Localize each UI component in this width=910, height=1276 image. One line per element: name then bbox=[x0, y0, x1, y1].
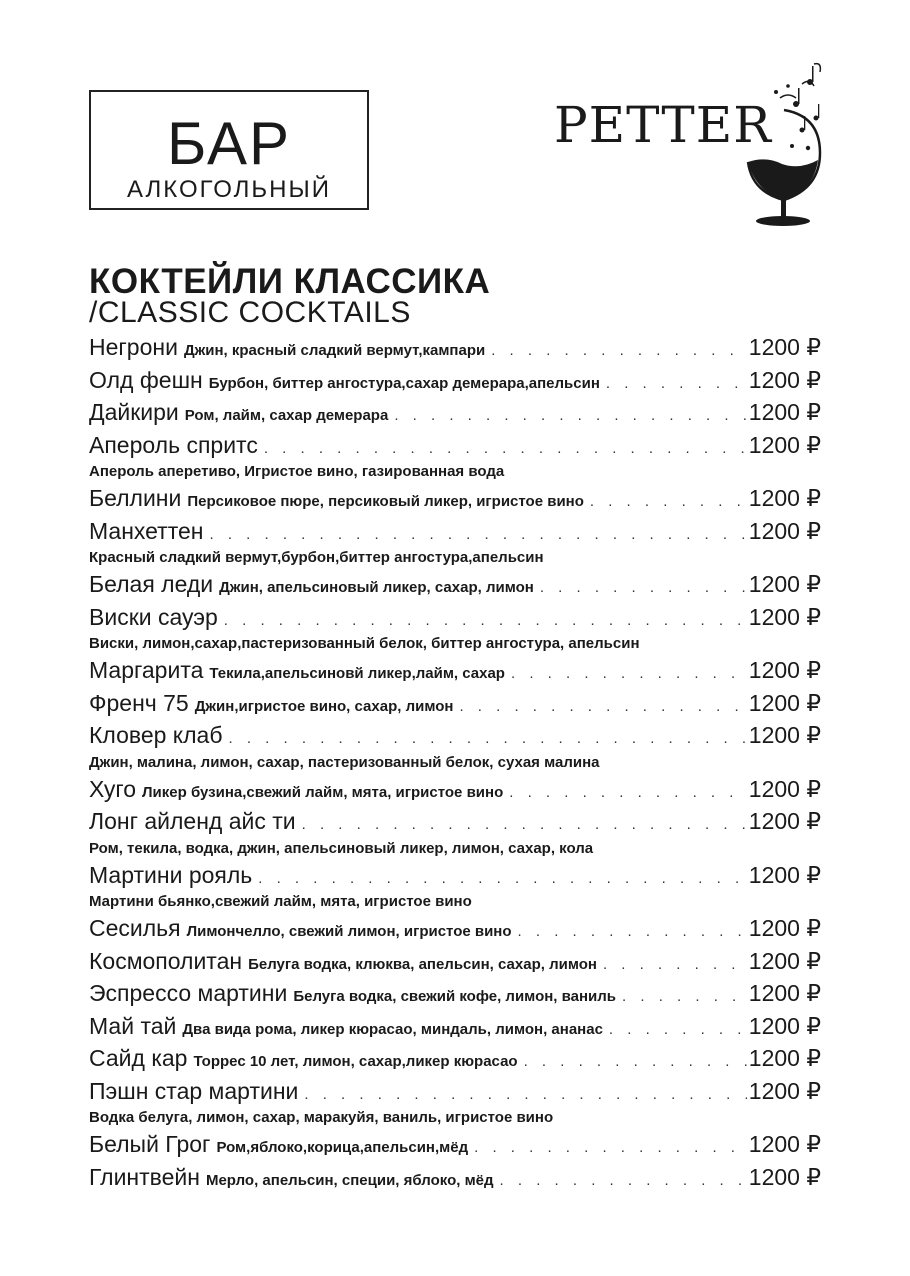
menu-item bbox=[89, 485, 821, 518]
cocktail-ingredients: Джин, красный сладкий вермут,кампари bbox=[183, 342, 486, 359]
cocktail-name: Пэшн стар мартини bbox=[89, 1077, 299, 1104]
menu-item bbox=[89, 1131, 821, 1164]
cocktail-name: Маргарита bbox=[89, 657, 204, 683]
cocktail-name: Май тай bbox=[89, 1012, 177, 1039]
dot-leader bbox=[394, 407, 746, 424]
menu-item bbox=[89, 604, 821, 658]
cocktail-name: Апероль спритс bbox=[89, 431, 258, 458]
menu-item-row bbox=[89, 604, 821, 637]
cocktail-ingredients: Лимончелло, свежий лимон, игристое вино bbox=[186, 923, 512, 940]
menu-item bbox=[89, 518, 821, 572]
cocktail-name: Дайкири bbox=[89, 399, 179, 425]
section-subtitle: /CLASSIC COCKTAILS bbox=[89, 296, 411, 329]
dot-leader bbox=[509, 784, 747, 801]
cocktail-price: 1200 ₽ bbox=[748, 980, 821, 1006]
menu-item-row bbox=[89, 690, 821, 723]
menu-item-row bbox=[89, 657, 821, 690]
menu-item bbox=[89, 399, 821, 432]
cocktail-name: Сесилья bbox=[89, 915, 181, 941]
dot-leader bbox=[540, 579, 747, 596]
cocktail-name: Негрони bbox=[89, 334, 178, 360]
menu-item bbox=[89, 776, 821, 809]
cocktail-ingredients: Виски, лимон,сахар,пастеризованный белок, биттер ангостура, апельсин bbox=[89, 635, 640, 652]
menu-item bbox=[89, 722, 821, 776]
dot-leader bbox=[500, 1172, 747, 1189]
cocktail-ingredients: Ром, лайм, сахар демерара bbox=[184, 407, 389, 424]
menu-item-row bbox=[89, 808, 821, 841]
menu-item bbox=[89, 808, 821, 862]
dot-leader bbox=[603, 956, 747, 973]
cocktail-name: Виски сауэр bbox=[89, 603, 218, 630]
cocktail-name: Беллини bbox=[89, 485, 182, 511]
cocktail-price: 1200 ₽ bbox=[748, 1077, 821, 1104]
cocktail-ingredients: Текила,апельсиновй ликер,лайм, сахар bbox=[209, 665, 505, 682]
cocktail-name: Мартини рояль bbox=[89, 861, 253, 888]
dot-leader bbox=[511, 665, 747, 682]
dot-leader bbox=[459, 698, 746, 715]
section-title: КОКТЕЙЛИ КЛАССИКА bbox=[89, 262, 491, 301]
dot-leader bbox=[304, 1086, 746, 1103]
cocktail-name: Хуго bbox=[89, 775, 137, 802]
dot-leader bbox=[524, 1053, 747, 1070]
dot-leader bbox=[606, 375, 747, 392]
cocktail-ingredients: Джин, апельсиновый ликер, сахар, лимон bbox=[219, 579, 534, 596]
cocktail-price: 1200 ₽ bbox=[748, 775, 821, 802]
cocktail-price: 1200 ₽ bbox=[748, 485, 821, 511]
petter-logo bbox=[552, 58, 832, 233]
menu-item-row bbox=[89, 776, 821, 809]
cocktail-price: 1200 ₽ bbox=[748, 1045, 821, 1071]
menu-item-row bbox=[89, 399, 821, 432]
dot-leader bbox=[229, 730, 747, 747]
cocktail-ingredients: Белуга водка, клюква, апельсин, сахар, лимон bbox=[248, 955, 597, 973]
cocktail-price: 1200 ₽ bbox=[748, 366, 821, 393]
cocktail-name: Сайд кар bbox=[89, 1045, 188, 1071]
menu-item-row bbox=[89, 862, 821, 895]
cocktail-name: Манхеттен bbox=[89, 517, 204, 544]
menu-item-row bbox=[89, 948, 821, 981]
menu-item-row bbox=[89, 1078, 821, 1111]
menu-item bbox=[89, 1045, 821, 1078]
menu-item-row bbox=[89, 432, 821, 465]
cocktail-price: 1200 ₽ bbox=[748, 431, 821, 458]
cocktail-ingredients: Торрес 10 лет, лимон, сахар,ликер кюрасао bbox=[193, 1053, 518, 1070]
cocktail-price: 1200 ₽ bbox=[748, 947, 821, 974]
cocktail-ingredients: Водка белуга, лимон, сахар, маракуйя, ваниль, игристое вино bbox=[89, 1109, 554, 1126]
menu-item-row bbox=[89, 571, 821, 604]
dot-leader bbox=[622, 988, 747, 1005]
dot-leader bbox=[590, 493, 747, 510]
menu-item-row bbox=[89, 367, 821, 400]
cocktail-price: 1200 ₽ bbox=[748, 517, 821, 544]
dot-leader bbox=[209, 526, 746, 543]
menu-item bbox=[89, 571, 821, 604]
cocktail-price: 1200 ₽ bbox=[748, 722, 821, 748]
menu-item bbox=[89, 334, 821, 367]
cocktail-price: 1200 ₽ bbox=[748, 1163, 821, 1190]
cocktail-price: 1200 ₽ bbox=[748, 334, 821, 360]
cocktail-name: Лонг айленд айс ти bbox=[89, 808, 296, 834]
cocktail-price: 1200 ₽ bbox=[748, 657, 821, 683]
cocktail-ingredients: Бурбон, биттер ангостура,сахар демерара,апельсин bbox=[208, 374, 600, 392]
bar-title: БАР bbox=[166, 110, 292, 177]
cocktail-name: Белая леди bbox=[89, 571, 214, 597]
cocktail-ingredients: Джин, малина, лимон, сахар, пастеризованный белок, сухая малина bbox=[89, 753, 600, 771]
cocktail-name: Белый Грог bbox=[89, 1131, 211, 1157]
cocktail-ingredients: Мерло, апельсин, специи, яблоко, мёд bbox=[205, 1171, 494, 1189]
menu-item bbox=[89, 862, 821, 916]
menu-item bbox=[89, 1013, 821, 1046]
menu-item bbox=[89, 948, 821, 981]
cocktail-ingredients: Ром, текила, водка, джин, апельсиновый ликер, лимон, сахар, кола bbox=[89, 839, 594, 857]
menu-item bbox=[89, 980, 821, 1013]
menu-item bbox=[89, 1078, 821, 1132]
menu-item bbox=[89, 432, 821, 486]
cocktail-price: 1200 ₽ bbox=[748, 571, 821, 597]
dot-leader bbox=[264, 440, 747, 457]
cocktail-price: 1200 ₽ bbox=[748, 1012, 821, 1039]
dot-leader bbox=[491, 342, 747, 359]
cocktail-name: Эспрессо мартини bbox=[89, 980, 288, 1006]
menu-item bbox=[89, 1164, 821, 1197]
cocktail-price: 1200 ₽ bbox=[748, 603, 821, 630]
cocktail-ingredients: Белуга водка, свежий кофе, лимон, ваниль bbox=[293, 988, 617, 1005]
bar-title-box bbox=[89, 90, 369, 210]
menu-item-row bbox=[89, 1131, 821, 1164]
cocktail-price: 1200 ₽ bbox=[748, 915, 821, 941]
cocktail-price: 1200 ₽ bbox=[748, 808, 821, 834]
cocktail-menu bbox=[89, 334, 821, 1196]
menu-item-row bbox=[89, 485, 821, 518]
logo-text: PETTER bbox=[554, 96, 772, 154]
cocktail-ingredients: Персиковое пюре, персиковый ликер, игристое вино bbox=[187, 493, 584, 510]
cocktail-price: 1200 ₽ bbox=[748, 689, 821, 716]
dot-leader bbox=[224, 612, 747, 629]
menu-item-row bbox=[89, 722, 821, 755]
cocktail-price: 1200 ₽ bbox=[748, 861, 821, 888]
cocktail-name: Космополитан bbox=[89, 947, 243, 974]
bar-subtitle: АЛКОГОЛЬНЫЙ bbox=[126, 176, 332, 203]
dot-leader bbox=[609, 1021, 747, 1038]
menu-item-row bbox=[89, 915, 821, 948]
cocktail-ingredients: Ликер бузина,свежий лайм, мята, игристое вино bbox=[142, 783, 504, 801]
menu-item-row bbox=[89, 980, 821, 1013]
dot-leader bbox=[518, 923, 747, 940]
menu-item bbox=[89, 657, 821, 690]
menu-item-row bbox=[89, 518, 821, 551]
cocktail-name: Глинтвейн bbox=[89, 1163, 200, 1190]
cocktail-name: Френч 75 bbox=[89, 689, 189, 716]
cocktail-ingredients: Джин,игристое вино, сахар, лимон bbox=[194, 697, 454, 715]
menu-item bbox=[89, 690, 821, 723]
dot-leader bbox=[474, 1139, 747, 1156]
cocktail-name: Кловер клаб bbox=[89, 722, 223, 748]
cocktail-ingredients: Два вида рома, ликер кюрасао, миндаль, лимон, ананас bbox=[182, 1020, 603, 1038]
cocktail-price: 1200 ₽ bbox=[748, 399, 821, 425]
dot-leader bbox=[258, 870, 747, 887]
menu-item-row bbox=[89, 1013, 821, 1046]
menu-item-row bbox=[89, 1164, 821, 1197]
menu-item bbox=[89, 915, 821, 948]
cocktail-ingredients: Ром,яблоко,корица,апельсин,мёд bbox=[216, 1139, 469, 1156]
dot-leader bbox=[302, 816, 747, 833]
cocktail-price: 1200 ₽ bbox=[748, 1131, 821, 1157]
menu-item-row bbox=[89, 1045, 821, 1078]
cocktail-ingredients: Апероль аперетиво, Игристое вино, газированная вода bbox=[89, 463, 505, 480]
cocktail-name: Олд фешн bbox=[89, 366, 203, 393]
menu-item-row bbox=[89, 334, 821, 367]
cocktail-ingredients: Мартини бьянко,свежий лайм, мята, игристое вино bbox=[89, 893, 472, 910]
menu-item bbox=[89, 367, 821, 400]
cocktail-ingredients: Красный сладкий вермут,бурбон,биттер ангостура,апельсин bbox=[89, 549, 544, 566]
